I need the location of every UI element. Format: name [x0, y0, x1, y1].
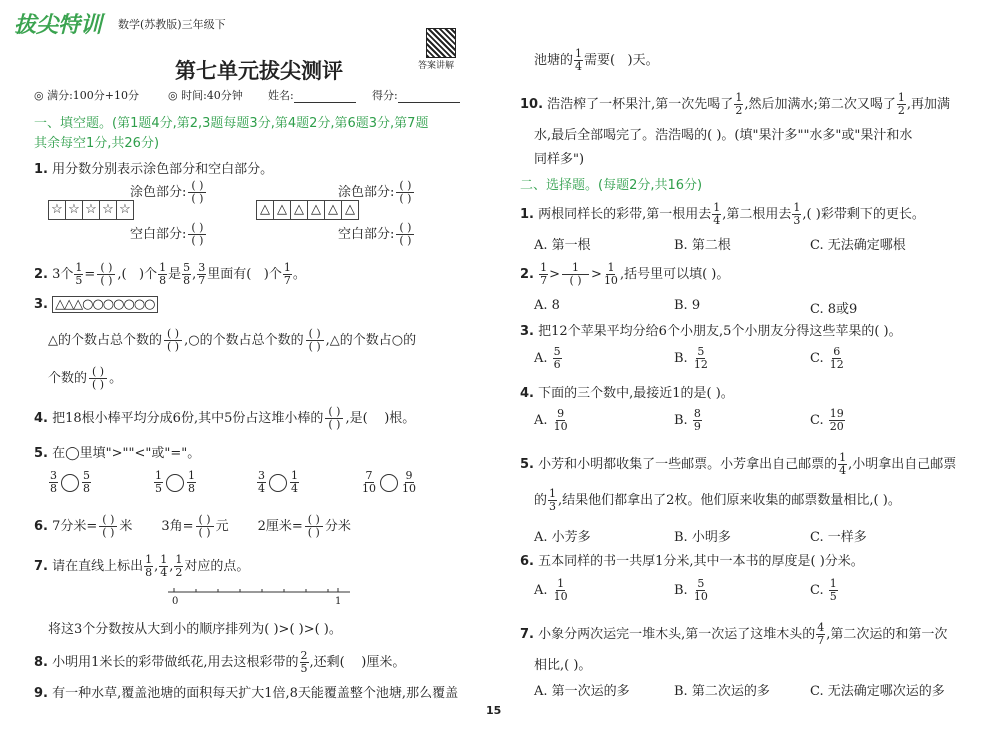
qr-label: 答案讲解 [418, 61, 455, 71]
compare-3: $\frac{3}{4}$ $\frac{1}{4}$ [258, 469, 298, 495]
choice-question-4: 4. 下面的三个数中,最接近1的是( )。 [520, 386, 734, 401]
compare-2: $\frac{1}{5}$ $\frac{1}{8}$ [155, 469, 195, 495]
answer-circle[interactable] [61, 474, 79, 492]
question-7-order: 将这3个分数按从大到小的顺序排列为( )>( )>( )。 [48, 622, 342, 637]
choice-question-5-line2: 的 $\frac{1}{3}$ ,结果他们都拿出了2枚。他们原来收集的邮票数量相比,( )。 [534, 487, 901, 513]
c6-option-b[interactable]: B. $\frac{5}{10}$ [674, 577, 708, 603]
choice-question-5: 5. 小芳和小明都收集了一些邮票。小芳拿出自己邮票的 $\frac{1}{4}$ ,小明拿出自己邮票 [520, 451, 957, 477]
c1-option-c[interactable]: C. 无法确定哪根 [810, 238, 906, 253]
question-4: 4. 把18根小棒平均分成6份,其中5份占这堆小棒的 ( ) ( ) ,是( )根。 [34, 405, 416, 431]
c7-option-c[interactable]: C. 无法确定哪次运的多 [810, 684, 945, 699]
section1-heading-line2: 其余每空1分,共26分) [34, 136, 160, 151]
question-7: 7. 请在直线上标出 $\frac{1}{8}$ , $\frac{1}{4}$ , $\frac{1}{2}$ 对应的点。 [34, 553, 250, 579]
answer-circle[interactable] [269, 474, 287, 492]
question-9-cont: 池塘的 $\frac{1}{4}$ 需要( )天。 [534, 47, 659, 73]
c4-option-a[interactable]: A. $\frac{9}{10}$ [534, 407, 568, 433]
question-9: 9. 有一种水草,覆盖池塘的面积每天扩大1倍,8天能覆盖整个池塘,那么覆盖 [34, 686, 459, 701]
question-3-text2: 个数的 ( ) ( ) 。 [48, 365, 123, 391]
choice-question-3: 3. 把12个苹果平均分给6个小朋友,5个小朋友分得这些苹果的( )。 [520, 324, 902, 339]
section2-heading: 二、选择题。(每题2分,共16分) [520, 178, 703, 193]
page-title: 第七单元拔尖测评 [175, 58, 343, 83]
question-3: 3. △△△○○○○○○○ [34, 297, 158, 312]
q1-shaded-b: 涂色部分: ( ) ( ) [338, 180, 416, 205]
question-10-line2: 水,最后全部喝完了。浩浩喝的( )。(填"果汁多""水多"或"果汁和水 [534, 128, 913, 143]
c5-option-c[interactable]: C. 一样多 [810, 530, 867, 545]
number-line-zero: 0 [172, 596, 179, 607]
c7-option-a[interactable]: A. 第一次运的多 [534, 684, 630, 699]
score-field[interactable] [372, 87, 460, 103]
choice-question-6: 6. 五本同样的书一共厚1分米,其中一本书的厚度是( )分米。 [520, 554, 864, 569]
choice-question-7-line2: 相比,( )。 [534, 658, 592, 673]
name-field[interactable] [268, 87, 356, 103]
c2-option-b[interactable]: B. 9 [674, 298, 701, 313]
choice-question-2: 2. $\frac{1}{7}$ > 1 ( ) > $\frac{1}{10}$ ,括号里可以填( )。 [520, 261, 730, 287]
c1-option-a[interactable]: A. 第一根 [534, 238, 591, 253]
c1-option-b[interactable]: B. 第二根 [674, 238, 731, 253]
right-page [500, 0, 1000, 730]
choice-question-1: 1. 两根同样长的彩带,第一根用去 $\frac{1}{4}$ ,第二根用去 $\frac{1}{3}$ ,( )彩带剩下的更长。 [520, 201, 925, 227]
score-label: 得分: [372, 89, 398, 102]
c7-option-b[interactable]: B. 第二次运的多 [674, 684, 770, 699]
question-6: 6. 7分米= ( ) ( ) 米 3角= ( ) ( ) 元 2厘米= ( ) ( ) 分米 [34, 513, 351, 539]
choice-question-7: 7. 小象分两次运完一堆木头,第一次运了这堆木头的 $\frac{4}{7}$ ,第二次运的和第一次 [520, 621, 948, 647]
answer-circle[interactable] [380, 474, 398, 492]
c3-option-b[interactable]: B. $\frac{5}{12}$ [674, 345, 708, 371]
c2-option-c[interactable]: C. 8或9 [810, 302, 858, 317]
triangle-box: △ △ △ △ △ △ [256, 200, 359, 220]
question-8: 8. 小明用1米长的彩带做纸花,用去这根彩带的 $\frac{2}{5}$ ,还剩( )厘米。 [34, 649, 406, 675]
number-line[interactable] [160, 584, 360, 604]
score-line [398, 102, 460, 103]
question-10-line3: 同样多") [534, 152, 585, 167]
q1-blank-a: 空白部分: ( ) ( ) [130, 222, 208, 247]
question-2: 2. 3个 $\frac{1}{5}$ = ( ) ( ) ,( )个 $\frac{1}{8}$ 是 $\frac{5}{8}$ , $\frac{3}{7}$ 里面有( )个 $\frac{1}{7}$ 。 [34, 261, 306, 287]
compare-1: $\frac{3}{8}$ $\frac{5}{8}$ [50, 469, 90, 495]
qr-code-icon[interactable] [426, 28, 456, 58]
name-label: 姓名: [268, 89, 294, 102]
number-line-one: 1 [335, 596, 342, 607]
c2-option-a[interactable]: A. 8 [534, 298, 560, 313]
c5-option-b[interactable]: B. 小明多 [674, 530, 731, 545]
page-number: 15 [486, 704, 502, 717]
time-limit: ◎ 时间:40分钟 [168, 89, 243, 102]
q1-shaded-a: 涂色部分: ( ) ( ) [130, 180, 208, 205]
star-box: ☆ ☆ ☆ ☆ ☆ [48, 200, 134, 220]
c3-option-a[interactable]: A. $\frac{5}{6}$ [534, 345, 561, 371]
c4-option-b[interactable]: B. $\frac{8}{9}$ [674, 407, 701, 433]
answer-circle[interactable] [166, 474, 184, 492]
c4-option-c[interactable]: C. $\frac{19}{20}$ [810, 407, 844, 433]
name-line [294, 102, 356, 103]
q1-blank-b: 空白部分: ( ) ( ) [338, 222, 416, 247]
question-1: 1. 用分数分别表示涂色部分和空白部分。 [34, 162, 274, 177]
brand-logo: 拔尖特训 [14, 13, 103, 38]
question-10: 10. 浩浩榨了一杯果汁,第一次先喝了 $\frac{1}{2}$ ,然后加满水;第二次又喝了 $\frac{1}{2}$ ,再加满 [520, 91, 950, 117]
section1-heading-line1: 一、填空题。(第1题4分,第2,3题每题3分,第4题2分,第6题3分,第7题 [34, 116, 429, 131]
full-score: ◎ 满分:100分+10分 [34, 89, 140, 102]
c6-option-c[interactable]: C. $\frac{1}{5}$ [810, 577, 837, 603]
c6-option-a[interactable]: A. $\frac{1}{10}$ [534, 577, 568, 603]
subject-label: 数学(苏教版)三年级下 [118, 18, 226, 31]
c3-option-c[interactable]: C. $\frac{6}{12}$ [810, 345, 844, 371]
c5-option-a[interactable]: A. 小芳多 [534, 530, 591, 545]
question-5: 5. 在◯里填">""<"或"="。 [34, 446, 201, 461]
question-3-text: △的个数占总个数的 ( ) ( ) ,○的个数占总个数的 ( ) ( ) ,△的个数占○的 [48, 327, 417, 353]
compare-4: $\frac{7}{10}$ $\frac{9}{10}$ [362, 469, 416, 495]
